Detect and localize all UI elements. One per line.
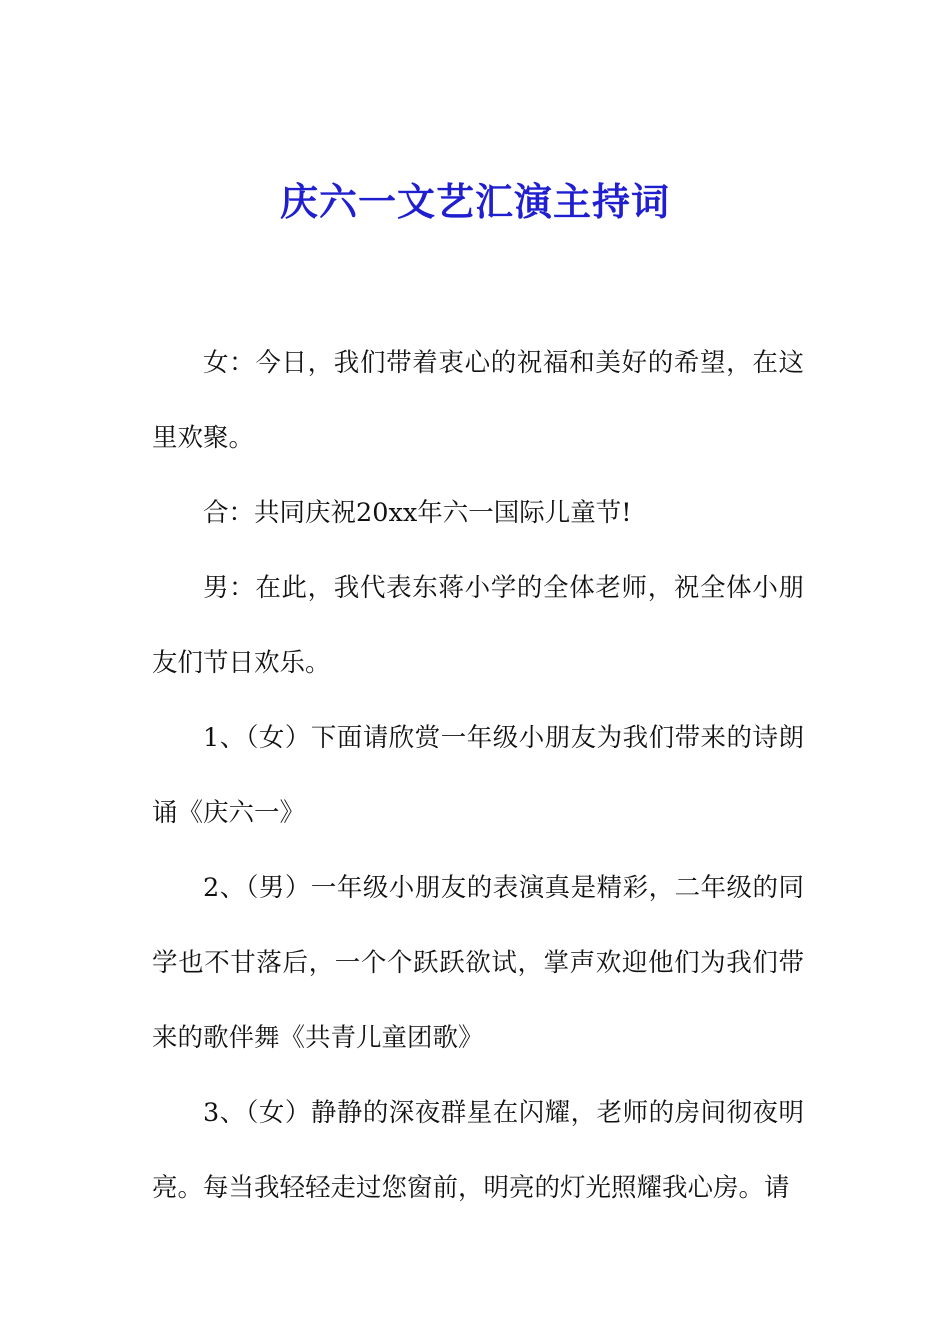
paragraph-item-1: 1、（女）下面请欣赏一年级小朋友为我们带来的诗朗诵《庆六一》 — [152, 723, 804, 828]
document-body — [152, 326, 804, 1226]
paragraph-together: 合：共同庆祝20xx年六一国际儿童节! — [203, 498, 632, 528]
paragraph-female-opening: 女：今日，我们带着衷心的祝福和美好的希望，在这里欢聚。 — [152, 348, 804, 453]
document-title: 庆六一文艺汇演主持词 — [279, 179, 670, 224]
paragraph-male-greeting: 男：在此，我代表东蒋小学的全体老师，祝全体小朋友们节日欢乐。 — [152, 573, 804, 678]
paragraph-item-3: 3、（女）静静的深夜群星在闪耀，老师的房间彻夜明亮。每当我轻轻走过您窗前，明亮的灯光照耀我心房。请 — [152, 1098, 804, 1203]
paragraph-item-2: 2、（男）一年级小朋友的表演真是精彩，二年级的同学也不甘落后，一个个跃跃欲试，掌声欢迎他们为我们带来的歌伴舞《共青儿童团歌》 — [152, 873, 804, 1053]
